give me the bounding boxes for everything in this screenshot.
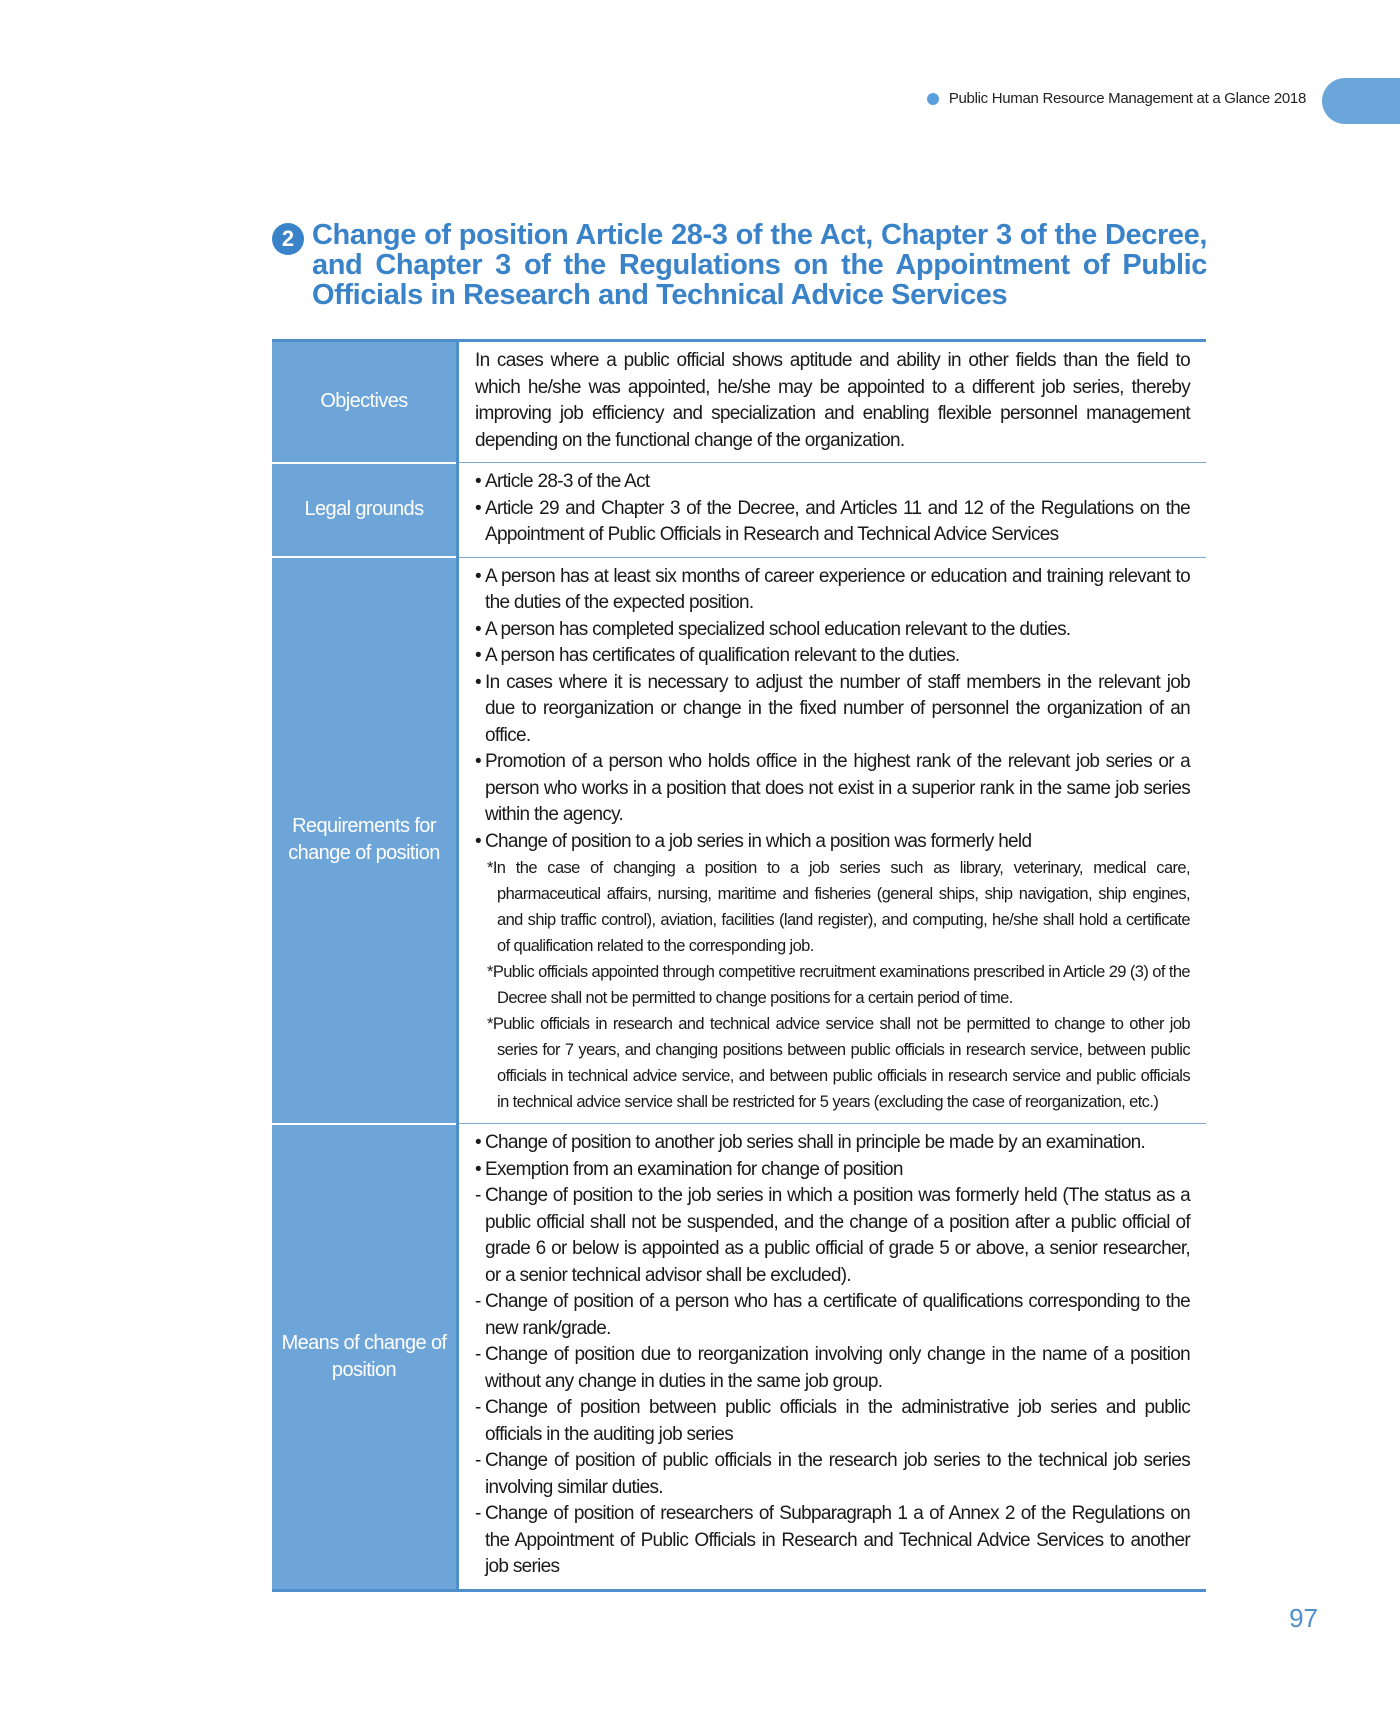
table-row-requirements bbox=[272, 557, 1206, 1124]
list-item: • A person has at least six months of career experience or education and training relevant to the duties of the expected position. bbox=[475, 564, 1190, 617]
list-item: • Article 28-3 of the Act bbox=[475, 469, 1190, 496]
page-number: 97 bbox=[1289, 1603, 1318, 1633]
row-content-means bbox=[458, 1124, 1207, 1591]
list-item: • A person has certificates of qualification relevant to the duties. bbox=[475, 643, 1190, 670]
table-row-legal-grounds bbox=[272, 463, 1206, 558]
note-item: *In the case of changing a position to a job series such as library, veterinary, medical care, pharmaceutical affairs, nursing, maritime and fisheries (general ships, ship navigation, ship engines, and ship traffic control), aviation, facilities (land register), and computing, he/she shall hold a certificate of qualification related to the corresponding job. bbox=[487, 859, 1190, 955]
row-label-means: Means of change of position bbox=[272, 1124, 458, 1591]
row-content-legal-grounds bbox=[458, 463, 1207, 558]
row-content-objectives bbox=[458, 341, 1207, 463]
list-item: • Article 29 and Chapter 3 of the Decree, and Articles 11 and 12 of the Regulations on the Appointment of Public Officials in Research and Technical Advice Services bbox=[475, 496, 1190, 549]
note-item: *Public officials in research and technical advice service shall not be permitted to change to other job series for 7 years, and changing positions between public officials in research service, between public officials in technical advice service, and between public officials in research service and public officials in technical advice service shall be restricted for 5 years (excluding the case of reorganization, etc.) bbox=[487, 1015, 1190, 1111]
table-row-objectives bbox=[272, 341, 1206, 463]
list-item: • In cases where it is necessary to adjust the number of staff members in the relevant job due to reorganization or change in the fixed number of personnel the organization of an office. bbox=[475, 670, 1190, 750]
bullet-dot-icon bbox=[927, 93, 939, 105]
section-number-badge: 2 bbox=[272, 223, 304, 255]
list-item: • Promotion of a person who holds office in the highest rank of the relevant job series or a person who works in a position that does not exist in a superior rank in the same job series within the agency. bbox=[475, 749, 1190, 829]
running-header-title: Public Human Resource Management at a Glance 2018 bbox=[948, 90, 1306, 107]
section-heading bbox=[272, 220, 1207, 310]
row-label-requirements: Requirements for change of position bbox=[272, 557, 458, 1124]
list-item: • Change of position to another job series shall in principle be made by an examination. bbox=[475, 1130, 1190, 1157]
change-of-position-table bbox=[272, 339, 1206, 1592]
table-row-means bbox=[272, 1124, 1206, 1591]
row-content-requirements bbox=[458, 557, 1207, 1124]
sub-list-item: - Change of position of a person who has a certificate of qualifications corresponding to the new rank/grade. bbox=[475, 1289, 1190, 1342]
section-title: Change of position Article 28-3 of the Act, Chapter 3 of the Decree, and Chapter 3 of the Regulations on the Appointment of Public Officials in Research and Technical Advice Services bbox=[312, 219, 1207, 311]
sub-list-item: - Change of position due to reorganization involving only change in the name of a position without any change in duties in the same job group. bbox=[475, 1342, 1190, 1395]
sub-list-item: - Change of position to the job series in which a position was formerly held (The status as a public official shall not be suspended, and the change of a position after a public official of grade 6 or below is appointed as a public official of grade 5 or above, a senior researcher, or a senior technical advisor shall be excluded). bbox=[475, 1183, 1190, 1289]
sub-list-item: - Change of position of researchers of Subparagraph 1 a of Annex 2 of the Regulations on the Appointment of Public Officials in Research and Technical Advice Services to another job series bbox=[475, 1501, 1190, 1581]
sub-list-item: - Change of position between public officials in the administrative job series and public officials in the auditing job series bbox=[475, 1395, 1190, 1448]
list-item: • A person has completed specialized school education relevant to the duties. bbox=[475, 617, 1190, 644]
row-label-legal-grounds: Legal grounds bbox=[272, 463, 458, 558]
header-tab-decoration bbox=[1322, 78, 1400, 124]
list-item: • Exemption from an examination for change of position bbox=[475, 1157, 1190, 1184]
objectives-text: In cases where a public official shows aptitude and ability in other fields than the field to which he/she was appointed, he/she may be appointed to a different job series, thereby improving job efficiency and specialization and enabling flexible personnel management depending on the functional change of the organization. bbox=[475, 350, 1190, 451]
sub-list-item: - Change of position of public officials in the research job series to the technical job series involving similar duties. bbox=[475, 1448, 1190, 1501]
list-item: • Change of position to a job series in which a position was formerly held bbox=[475, 829, 1190, 856]
note-item: *Public officials appointed through competitive recruitment examinations prescribed in Article 29 (3) of the Decree shall not be permitted to change positions for a certain period of time. bbox=[487, 963, 1190, 1007]
running-header bbox=[927, 90, 1306, 107]
row-label-objectives: Objectives bbox=[272, 341, 458, 463]
